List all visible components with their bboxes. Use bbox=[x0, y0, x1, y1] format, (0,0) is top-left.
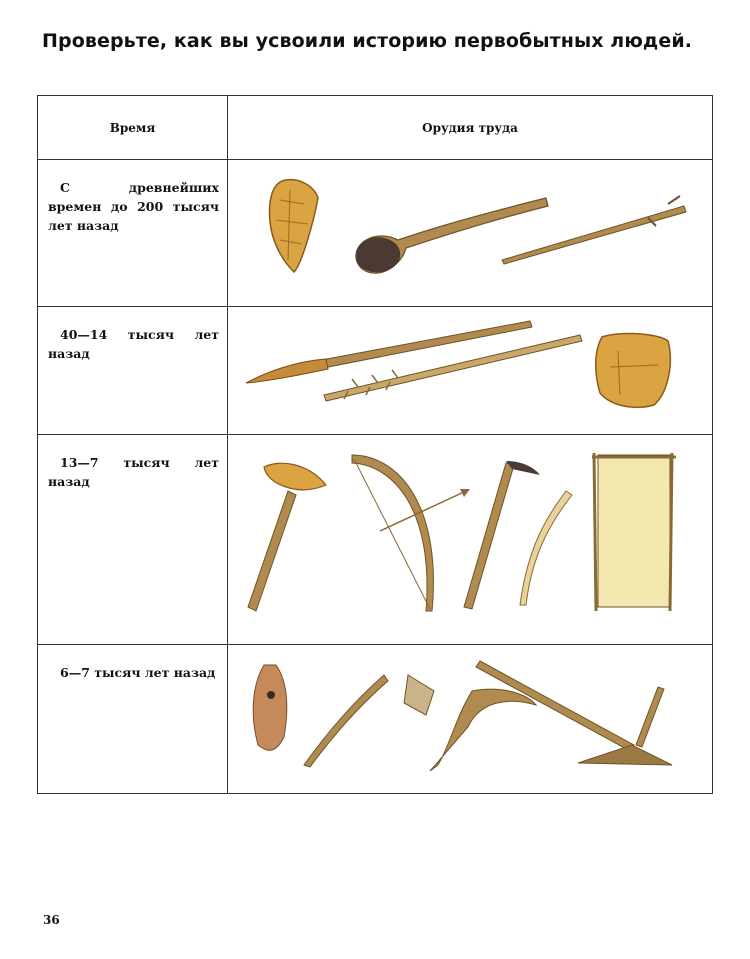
table-row bbox=[38, 435, 713, 645]
table-row bbox=[38, 645, 713, 794]
tools-picture-4 bbox=[228, 645, 712, 793]
header-tools: Орудия труда bbox=[228, 96, 713, 160]
stone-axe-head-icon bbox=[253, 665, 287, 750]
tools-picture-3 bbox=[228, 435, 712, 644]
harpoon-icon bbox=[324, 335, 582, 401]
handaxe-icon bbox=[270, 180, 318, 272]
time-cell: 6—7 тысяч лет назад bbox=[60, 665, 216, 680]
plough-icon bbox=[476, 661, 672, 765]
sickle-icon bbox=[430, 689, 536, 771]
time-cell: 40—14 тысяч лет назад bbox=[48, 327, 219, 361]
club-icon bbox=[356, 198, 548, 273]
table-row bbox=[38, 160, 713, 307]
tools-table bbox=[37, 95, 713, 794]
scraper-icon bbox=[596, 334, 671, 408]
table-row bbox=[38, 307, 713, 435]
spear-icon bbox=[246, 321, 532, 383]
bow-arrow-icon bbox=[352, 455, 470, 611]
tools-picture-1 bbox=[228, 160, 712, 306]
page-title: Проверьте, как вы усвоили историю первобытных людей. bbox=[42, 30, 693, 52]
stone-axe-icon bbox=[248, 463, 326, 611]
page-number: 36 bbox=[43, 913, 60, 927]
hafted-axe-icon bbox=[304, 675, 434, 767]
time-cell: 13—7 тысяч лет назад bbox=[48, 455, 219, 489]
tools-picture-2 bbox=[228, 307, 712, 434]
sickle-icon bbox=[520, 491, 572, 605]
loom-icon bbox=[592, 453, 676, 611]
time-cell: С древнейших времен до 200 тысяч лет назад bbox=[48, 180, 219, 233]
header-time: Время bbox=[38, 96, 228, 160]
